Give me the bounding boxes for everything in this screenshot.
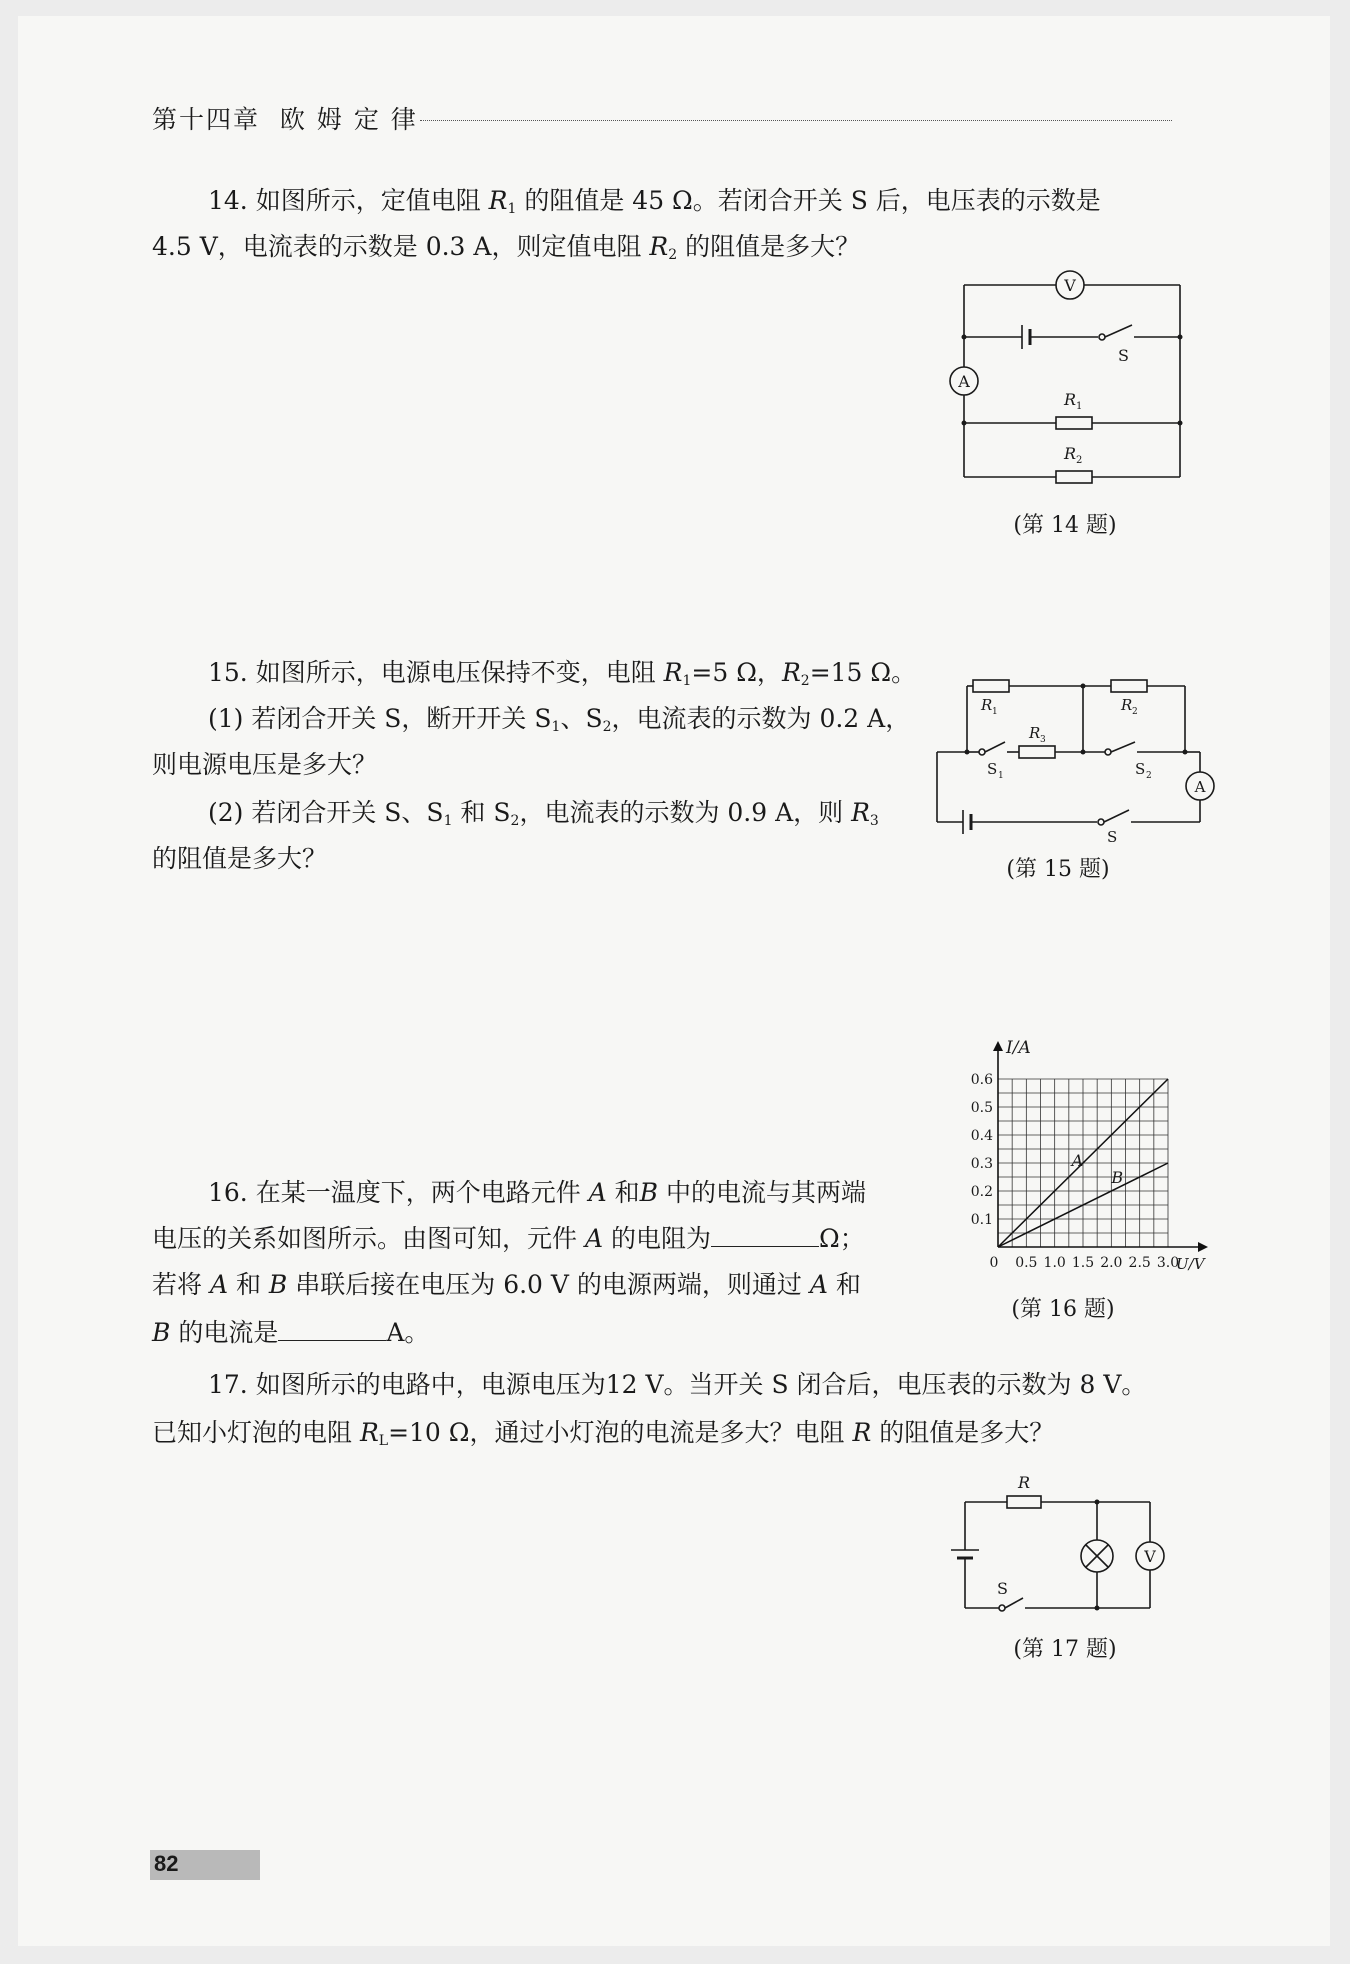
q16-caption: (第 16 题) [1011, 1297, 1115, 1322]
r-label: R [1017, 1473, 1031, 1492]
y-tick-label: 0.1 [970, 1212, 993, 1228]
q16-line2: 电压的关系如图所示。由图可知，元件 A 的电阻为 Ω； [152, 1224, 865, 1253]
q17-line2: 已知小灯泡的电阻 $R_L=10$ Ω，通过小灯泡的电流是多大？电阻 R 的阻值是多大？ [152, 1418, 1055, 1449]
chapter-header [152, 100, 418, 136]
r1-label: R [1064, 390, 1077, 409]
r1-label-sub: 1 [1076, 401, 1083, 412]
r1-label: R [981, 696, 993, 714]
x-tick-label: 2.5 [1128, 1255, 1151, 1271]
q16-line3: 若将 A 和 B 串联后接在电压为 6.0 V 的电源两端，则通过 A 和 [152, 1270, 861, 1299]
r2-label: R [1121, 696, 1133, 714]
chapter-number: 第十四章 [152, 105, 261, 134]
r2-label-sub: 2 [1076, 455, 1083, 466]
y-tick-label: 0.2 [970, 1184, 993, 1200]
page-number: 82 [154, 1851, 179, 1876]
q14-circuit-diagram [940, 265, 1200, 495]
r2-label: R [1064, 444, 1077, 463]
header-dotted-rule [420, 120, 1172, 121]
q15-caption: (第 15 题) [1006, 857, 1110, 882]
y-tick-label: 0.4 [970, 1128, 993, 1144]
q15-line5: 的阻值是多大？ [152, 844, 328, 873]
y-axis-label: I/A [1006, 1038, 1031, 1058]
switch-label: S [1107, 828, 1118, 846]
voltmeter-label: V [1144, 1547, 1156, 1566]
x-axis-label: U/V [1176, 1255, 1205, 1273]
q16-iu-chart [960, 1035, 1225, 1280]
s2-label: S [1135, 760, 1146, 778]
r3-label: R [1029, 724, 1041, 742]
ammeter-label: A [1194, 778, 1206, 796]
r1-label-sub: 1 [992, 707, 998, 717]
x-tick-label: 0.5 [1015, 1255, 1038, 1271]
series-label-a: A [1071, 1151, 1084, 1171]
q16-line1: 16. 在某一温度下，两个电路元件 A 和B 中的电流与其两端 [208, 1178, 866, 1207]
s2-label-sub: 2 [1146, 771, 1152, 781]
x-tick-label: 1.5 [1071, 1255, 1095, 1271]
r3-label-sub: 3 [1040, 735, 1046, 745]
q14-line2: 4.5 V，电流表的示数是 0.3 A，则定值电阻 $R_2$ 的阻值是多大？ [152, 232, 861, 263]
q17-circuit-diagram [945, 1470, 1180, 1620]
q15-line2: (1) 若闭合开关 S，断开开关 $S_1$、$S_2$，电流表的示数为 0.2 A， [208, 704, 911, 735]
y-tick-label: 0.3 [970, 1156, 993, 1172]
y-tick-label: 0.5 [970, 1100, 993, 1116]
q14-line1: 14. 如图所示，定值电阻 $R_1$ 的阻值是 45 Ω。若闭合开关 S 后，电压表的示数是 [208, 186, 1101, 217]
ammeter-label: A [958, 372, 970, 391]
x-tick-label: 2.0 [1100, 1255, 1123, 1271]
voltmeter-label: V [1064, 276, 1076, 295]
r2-label-sub: 2 [1132, 707, 1138, 717]
y-axis-arrow [993, 1041, 1003, 1051]
switch-label: S [1118, 346, 1129, 365]
s1-label: S [987, 760, 998, 778]
q16-blank-current[interactable] [278, 1318, 386, 1341]
q15-line4: (2) 若闭合开关 S、$S_1$ 和 $S_2$，电流表的示数为 0.9 A，则 $R_3$ [208, 798, 879, 829]
switch-label: S [997, 1579, 1008, 1598]
q16-line4: B 的电流是 A。 [152, 1318, 430, 1347]
x-tick-label: 1.0 [1043, 1255, 1066, 1271]
s1-label-sub: 1 [998, 771, 1004, 781]
q15-line3: 则电源电压是多大？ [152, 750, 378, 779]
q16-blank-resistance[interactable] [711, 1224, 819, 1247]
q15-circuit-diagram [925, 670, 1206, 846]
q14-caption: (第 14 题) [1013, 513, 1117, 538]
x-axis-arrow [1198, 1242, 1208, 1252]
x-tick-label: 3.0 [1156, 1255, 1180, 1271]
page-number-tab [150, 1850, 260, 1880]
q17-caption: (第 17 题) [1013, 1637, 1117, 1662]
q17-line1: 17. 如图所示的电路中，电源电压为12 V。当开关 S 闭合后，电压表的示数为 8 V。 [208, 1370, 1147, 1399]
q15-line1: 15. 如图所示，电源电压保持不变，电阻 $R_1=5$ Ω，$R_2=15$ Ω。 [208, 658, 917, 689]
series-label-b: B [1111, 1168, 1124, 1187]
chapter-title: 欧 姆 定 律 [279, 105, 418, 134]
y-tick-label: 0.6 [970, 1072, 993, 1088]
x-tick-label: 0 [989, 1255, 999, 1271]
